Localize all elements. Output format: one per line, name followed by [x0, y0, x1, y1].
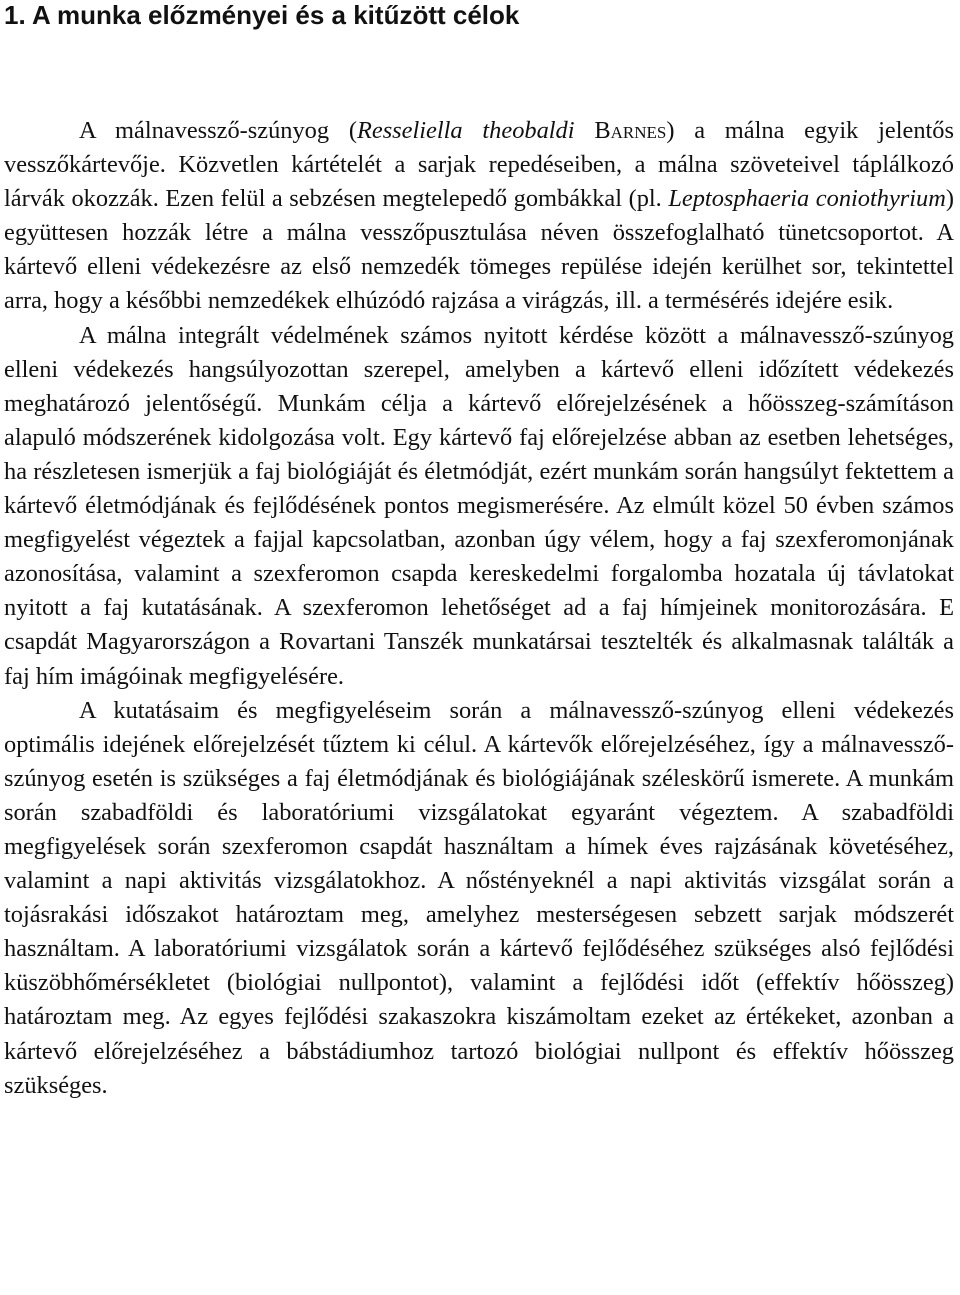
- paragraph: [4, 694, 954, 1103]
- text-segment: A kutatásaim és megfigyeléseim során a málnavessző-szúnyog elleni védekezés optimális idejének előrejelzését tűztem ki célul. A kártevők előrejelzéséhez, így a málnavessző-szúnyog esetén is szükséges a faj életmódjának és biológiájának széleskörű ismerete. A munkám során szabadföldi és laboratóriumi vizsgálatokat egyaránt végeztem. A szabadföldi megfigyelések során szexferomon csapdát használtam a hímek éves rajzásának követéséhez, valamint a napi aktivitás vizsgálatokhoz. A nőstényeknél a napi aktivitás vizsgálat során a tojásrakási időszakot határoztam meg, amelyhez mesterségesen sebzett sarjak módszerét használtam. A laboratóriumi vizsgálatok során a kártevő fejlődéséhez szükséges alsó fejlődési küszöbhőmérsékletet (biológiai nullpontot), valamint a fejlődési időt (effektív hőösszeg) határoztam meg. Az egyes fejlődési szakaszokra kiszámoltam ezeket az értékeket, azonban a kártevő előrejelzéséhez a bábstádiumhoz tartozó biológiai nullpont és effektív hőösszeg szükséges.: [4, 696, 954, 1099]
- italic-term: Resseliella theobaldi: [356, 117, 575, 144]
- text-segment: ) együttesen hozzák létre a málna vesszőpusztulása néven összefoglalható tünetcsoportot. A kártevő elleni védekezésre az első nemzedék tömeges repülése idején kerülhet sor, tekintettel arra, hogy a későbbi nemzedékek elhúzódó rajzása a virágzás, ill. a termésérés idejére esik.: [4, 185, 954, 315]
- body-text: [4, 114, 954, 1103]
- paragraph: [4, 319, 954, 694]
- author-name: Barnes: [594, 117, 667, 144]
- text-segment: A málna integrált védelmének számos nyitott kérdése között a málnavessző-szúnyog elleni védekezés hangsúlyozottan szerepel, amelyben a kártevő elleni időzített védekezés meghatározó jelentőségű. Munkám célja a kártevő előrejelzésének a hőösszeg-számításon alapuló módszerének kidolgozása volt. Egy kártevő faj előrejelzése abban az esetben lehetséges, ha részletesen ismerjük a faj biológiáját és életmódját, ezért munkám során hangsúlyt fektettem a kártevő életmódjának és fejlődésének pontos megismerésére. Az elmúlt közel 50 évben számos megfigyelést végeztek a fajjal kapcsolatban, azonban úgy vélem, hogy a faj szexferomonjának azonosítása, valamint a szexferomon csapda kereskedelmi forgalomba hozatala új távlatokat nyitott a faj kutatásának. A szexferomon lehetőséget ad a faj hímjeinek monitorozására. E csapdát Magyarországon a Rovartani Tanszék munkatársai tesztelték és alkalmasnak találták a faj hím imágóinak megfigyelésére.: [4, 321, 954, 690]
- paragraph: [4, 114, 954, 319]
- text-segment: [575, 117, 595, 144]
- text-segment: A málnavessző-szúnyog (: [79, 117, 357, 144]
- text-segment: ) a málna egyik jelentős vesszőkártevője. Közvetlen kártételét a sarjak repedéseiben, a málna szöveteivel táplálkozó lárvák okozzák. Ezen felül a sebzésen megtelepedő gombákkal (pl.: [4, 117, 954, 213]
- section-heading: 1. A munka előzményei és a kitűzött célok: [4, 0, 520, 30]
- italic-term: Leptosphaeria coniothyrium: [668, 185, 946, 213]
